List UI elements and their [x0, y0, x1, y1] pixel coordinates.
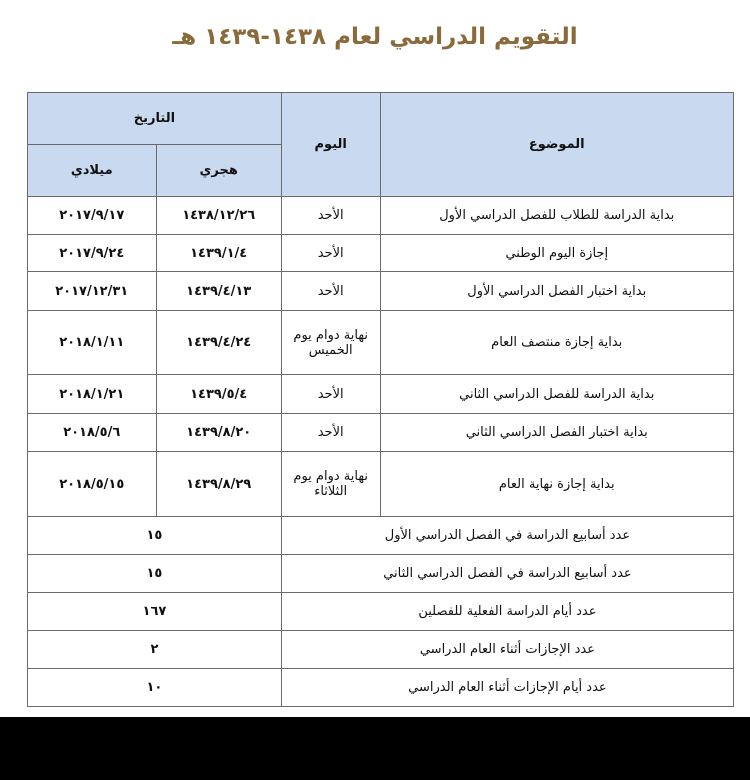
day-cell: نهاية دوام يوم الخميس: [281, 311, 380, 375]
table-row: [28, 272, 734, 311]
summary-row: [28, 631, 734, 669]
summary-row: [28, 555, 734, 593]
hijri-date-cell: ١٤٣٩/٨/٢٠: [156, 414, 281, 452]
page-title: التقويم الدراسي لعام ١٤٣٨-١٤٣٩ هـ: [172, 24, 578, 50]
subject-cell: إجازة اليوم الوطني: [380, 235, 734, 272]
hijri-header: هجري: [156, 145, 281, 197]
day-cell: الأحد: [281, 414, 380, 452]
summary-value: ١٠: [28, 669, 282, 707]
table-row: [28, 235, 734, 272]
hijri-date-cell: ١٤٣٨/١٢/٢٦: [156, 197, 281, 235]
summary-label: عدد أسابيع الدراسة في الفصل الدراسي الثاني: [281, 555, 733, 593]
hijri-date-cell: ١٤٣٩/٤/٢٤: [156, 311, 281, 375]
day-header: اليوم: [281, 93, 380, 197]
subject-cell: بداية إجازة منتصف العام: [380, 311, 734, 375]
day-cell: الأحد: [281, 197, 380, 235]
subject-cell: بداية اختبار الفصل الدراسي الثاني: [380, 414, 734, 452]
table-row: [28, 452, 734, 517]
subject-cell: بداية اختبار الفصل الدراسي الأول: [380, 272, 734, 311]
summary-value: ٢: [28, 631, 282, 669]
summary-value: ١٥: [28, 555, 282, 593]
bottom-black-bar: [0, 717, 750, 780]
gregorian-date-cell: ٢٠١٨/١/١١: [28, 311, 157, 375]
day-cell: الأحد: [281, 272, 380, 311]
summary-label: عدد أسابيع الدراسة في الفصل الدراسي الأول: [281, 517, 733, 555]
summary-value: ١٦٧: [28, 593, 282, 631]
gregorian-date-cell: ٢٠١٧/٩/٢٤: [28, 235, 157, 272]
hijri-date-cell: ١٤٣٩/٨/٢٩: [156, 452, 281, 517]
hijri-date-cell: ١٤٣٩/٤/١٣: [156, 272, 281, 311]
summary-row: [28, 517, 734, 555]
table-row: [28, 311, 734, 375]
gregorian-date-cell: ٢٠١٨/٥/٦: [28, 414, 157, 452]
summary-label: عدد أيام الدراسة الفعلية للفصلين: [281, 593, 733, 631]
academic-calendar-table: [27, 92, 734, 707]
table-row: [28, 375, 734, 414]
summary-row: [28, 669, 734, 707]
summary-label: عدد أيام الإجازات أثناء العام الدراسي: [281, 669, 733, 707]
summary-label: عدد الإجازات أثناء العام الدراسي: [281, 631, 733, 669]
hijri-date-cell: ١٤٣٩/١/٤: [156, 235, 281, 272]
summary-row: [28, 593, 734, 631]
day-cell: نهاية دوام يوم الثلاثاء: [281, 452, 380, 517]
subject-header: الموضوع: [380, 93, 734, 197]
gregorian-date-cell: ٢٠١٧/٩/١٧: [28, 197, 157, 235]
gregorian-date-cell: ٢٠١٧/١٢/٣١: [28, 272, 157, 311]
hijri-date-cell: ١٤٣٩/٥/٤: [156, 375, 281, 414]
subject-cell: بداية إجازة نهاية العام: [380, 452, 734, 517]
subject-cell: بداية الدراسة للفصل الدراسي الثاني: [380, 375, 734, 414]
table-row: [28, 197, 734, 235]
table-row: [28, 414, 734, 452]
gregorian-date-cell: ٢٠١٨/٥/١٥: [28, 452, 157, 517]
gregorian-header: ميلادي: [28, 145, 157, 197]
day-cell: الأحد: [281, 235, 380, 272]
date-header: التاريخ: [28, 93, 282, 145]
gregorian-date-cell: ٢٠١٨/١/٢١: [28, 375, 157, 414]
subject-cell: بداية الدراسة للطلاب للفصل الدراسي الأول: [380, 197, 734, 235]
day-cell: الأحد: [281, 375, 380, 414]
summary-value: ١٥: [28, 517, 282, 555]
